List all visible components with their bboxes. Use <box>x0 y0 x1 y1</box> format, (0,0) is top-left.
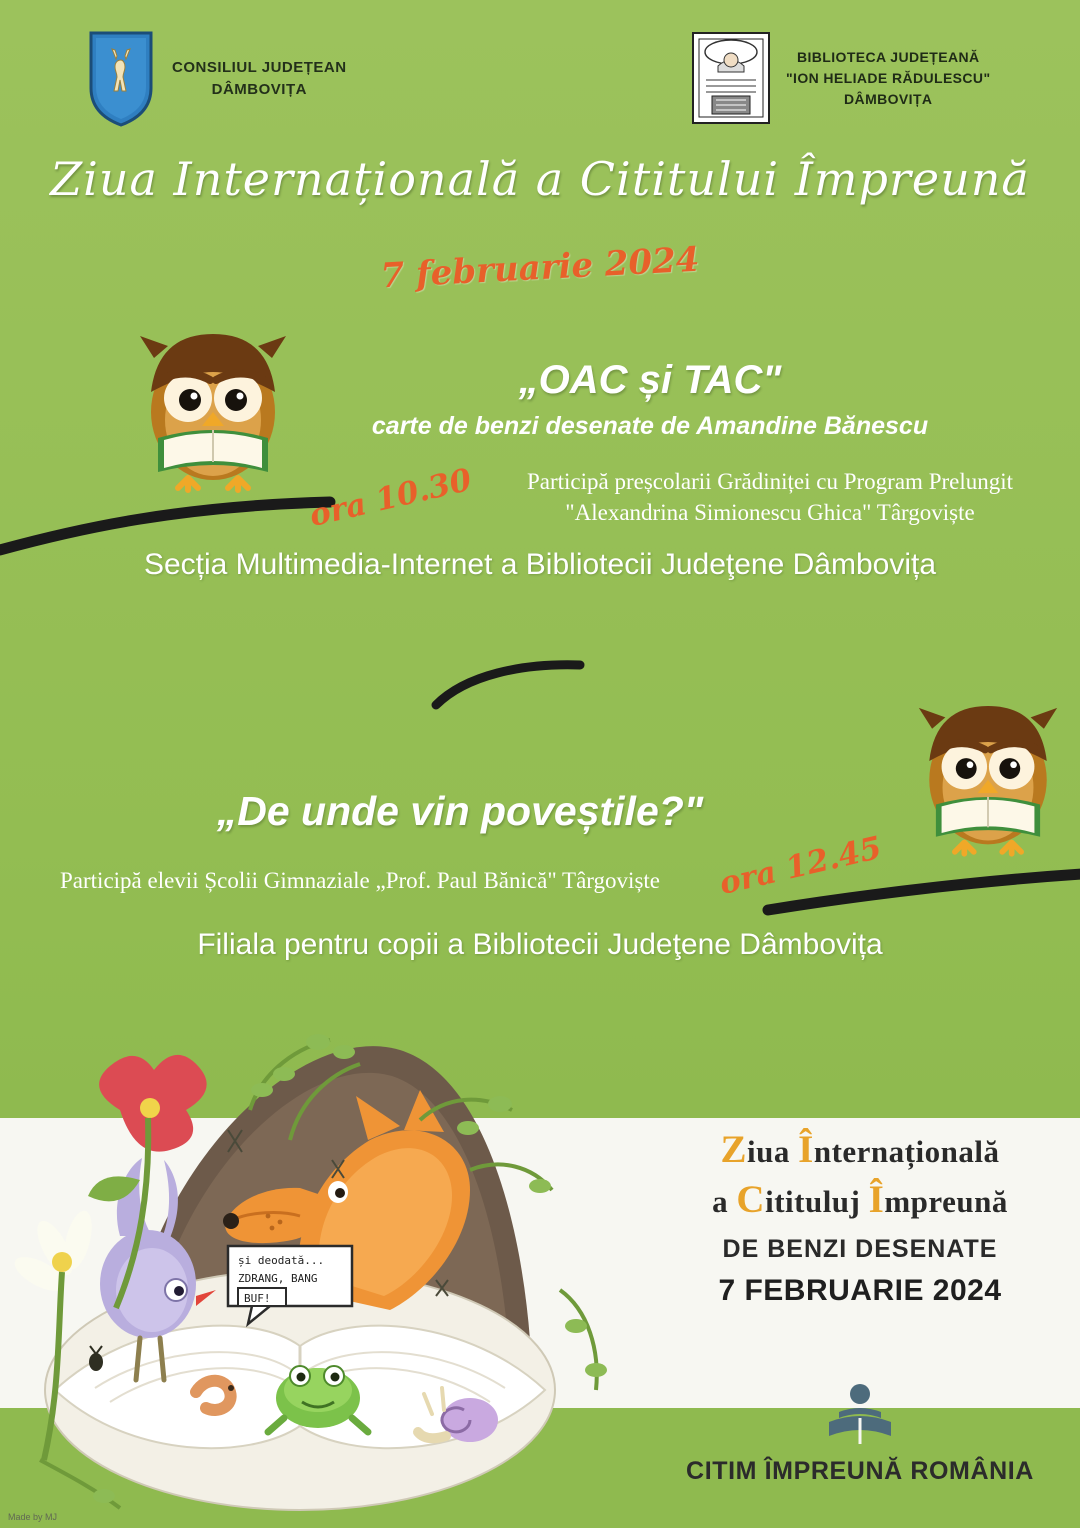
event-1-title: „OAC și TAC" <box>518 358 782 402</box>
library-logo-block <box>690 30 990 126</box>
event-1-subtitle: carte de benzi desenate de Amandine Bănescu <box>371 412 929 440</box>
badge-subtitle: DE BENZI DESENATE <box>722 1234 998 1263</box>
campaign-badge <box>660 1125 1060 1308</box>
person-reading-book-icon <box>823 1382 897 1448</box>
badge-line-2 <box>660 1175 1060 1225</box>
badge-line-2-mid: itituluj <box>765 1183 869 1219</box>
event-1-participants-line1: Participă preșcolarii Grădiniței cu Program Prelungit <box>526 469 1014 494</box>
badge-line-1-rest: nternațională <box>813 1134 1000 1169</box>
svg-text:BUF!: BUF! <box>244 1292 271 1305</box>
svg-text:și deodată...: și deodată... <box>238 1254 325 1267</box>
shield-deer-icon <box>88 30 154 128</box>
branch-decoration-2 <box>430 655 630 715</box>
badge-line-2-cap: C <box>736 1177 766 1221</box>
campaign-text: CITIM ÎMPREUNĂ ROMÂNIA <box>686 1457 1034 1485</box>
campaign-footer <box>660 1382 1060 1486</box>
event-2-location: Filiala pentru copii a Bibliotecii Judeţene Dâmbovița <box>197 928 883 961</box>
event-1-participants-line2: "Alexandrina Simionescu Ghica" Târgoviște <box>565 500 975 526</box>
county-council-label <box>172 57 347 101</box>
event-2-title: „De unde vin poveștile?" <box>216 788 704 834</box>
county-council-logo-block <box>88 30 347 128</box>
svg-text:ZDRANG, BANG: ZDRANG, BANG <box>238 1272 318 1285</box>
library-line2: "ION HELIADE RĂDULESCU" <box>786 69 991 86</box>
owl-reading-icon-2 <box>898 688 1078 868</box>
badge-line-2-cap2: Î <box>868 1177 885 1221</box>
county-council-line1: CONSILIUL JUDEȚEAN <box>172 59 347 77</box>
library-line3: DÂMBOVIȚA <box>844 90 933 107</box>
poster-header <box>0 22 1080 142</box>
fox-bird-frog-reading-book-illustration <box>0 990 640 1528</box>
event-1-location: Secția Multimedia-Internet a Bibliotecii Judeţene Dâmbovița <box>143 548 937 581</box>
badge-line-1 <box>660 1125 1060 1175</box>
page-title: Ziua Internațională a Cititului Împreună <box>50 152 1030 206</box>
badge-line-1-text: iua <box>747 1134 799 1169</box>
watermark: Made by MJ <box>8 1512 58 1522</box>
event-2-participants: Participă elevii Școlii Gimnaziale „Prof. Paul Bănică" Târgoviște <box>60 868 660 893</box>
badge-line-1-cap2: Î <box>798 1128 814 1171</box>
event-2-time: ora 12.45 <box>716 829 885 903</box>
badge-line-1-cap: Z <box>720 1128 748 1171</box>
owl-reading-icon <box>118 320 308 500</box>
county-council-line2: DÂMBOVIȚA <box>211 81 307 98</box>
event-1-time: ora 10.30 <box>306 461 475 535</box>
event-date: 7 februarie 2024 <box>379 239 701 297</box>
event-1-participants <box>470 466 1070 528</box>
library-label <box>786 47 990 110</box>
library-stamp-icon <box>690 30 772 126</box>
badge-date: 7 FEBRUARIE 2024 <box>718 1273 1002 1307</box>
badge-line-2-a: a <box>712 1183 737 1219</box>
badge-line-2-rest: mpreună <box>884 1183 1008 1219</box>
library-line1: BIBLIOTECA JUDEȚEANĂ <box>796 48 980 65</box>
